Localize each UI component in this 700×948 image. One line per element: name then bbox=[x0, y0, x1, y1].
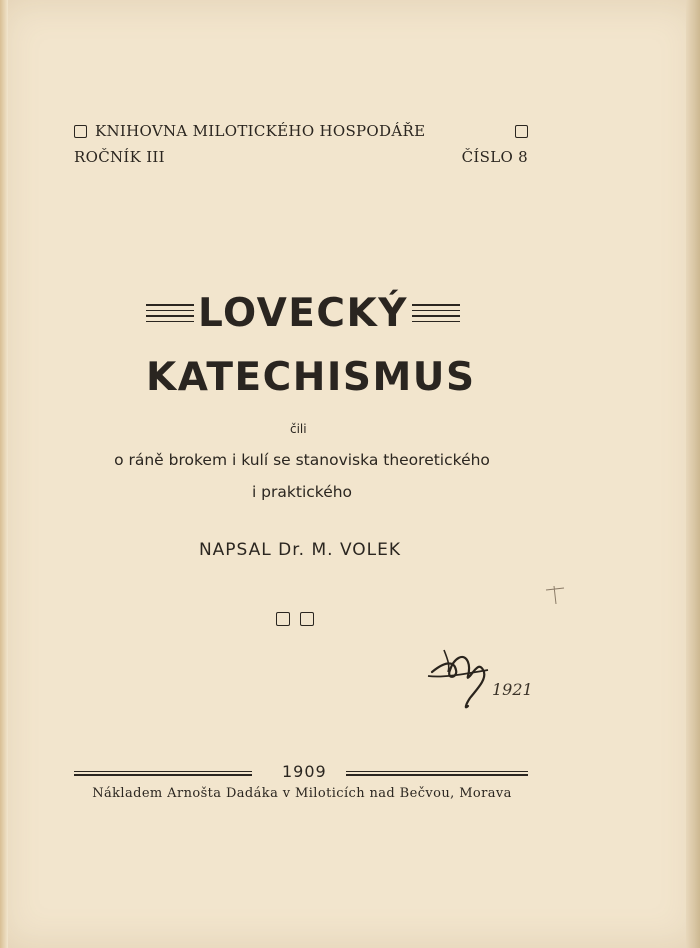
subtitle-line-1: o ráně brokem i kulí se stanoviska theoretického bbox=[114, 451, 490, 469]
title-rule-right bbox=[412, 304, 460, 326]
series-title-row bbox=[74, 122, 425, 140]
handwritten-year: 1921 bbox=[492, 680, 533, 699]
square-ornament-icon bbox=[515, 125, 528, 138]
volume-label: ROČNÍK III bbox=[74, 148, 165, 166]
series-title: KNIHOVNA MILOTICKÉHO HOSPODÁŘE bbox=[95, 122, 426, 140]
footer-rule-right bbox=[346, 771, 528, 777]
subtitle bbox=[72, 444, 532, 508]
square-ornament-icon bbox=[300, 612, 314, 626]
title-line-1: LOVECKÝ bbox=[198, 291, 408, 336]
connector-word: čili bbox=[290, 422, 307, 436]
title-rule-left bbox=[146, 304, 194, 326]
ornament-boxes bbox=[276, 612, 314, 626]
pencil-mark-icon bbox=[544, 584, 566, 606]
publisher-line: Nákladem Arnošta Dadáka v Miloticích nad Bečvou, Morava bbox=[92, 786, 512, 801]
square-ornament-icon bbox=[276, 612, 290, 626]
page-edge-right bbox=[686, 0, 700, 948]
square-ornament-icon bbox=[74, 125, 87, 138]
publication-year: 1909 bbox=[282, 762, 327, 781]
series-header bbox=[74, 122, 528, 140]
page-edge-left bbox=[0, 0, 8, 948]
handwritten-signature bbox=[424, 632, 544, 712]
issue-number: ČÍSLO 8 bbox=[461, 148, 528, 166]
title-line-2: KATECHISMUS bbox=[146, 355, 476, 400]
footer-rule-left bbox=[74, 771, 252, 777]
subtitle-line-2: i praktického bbox=[251, 483, 353, 501]
volume-line bbox=[74, 148, 528, 166]
author-line: NAPSAL Dr. M. VOLEK bbox=[198, 540, 402, 560]
